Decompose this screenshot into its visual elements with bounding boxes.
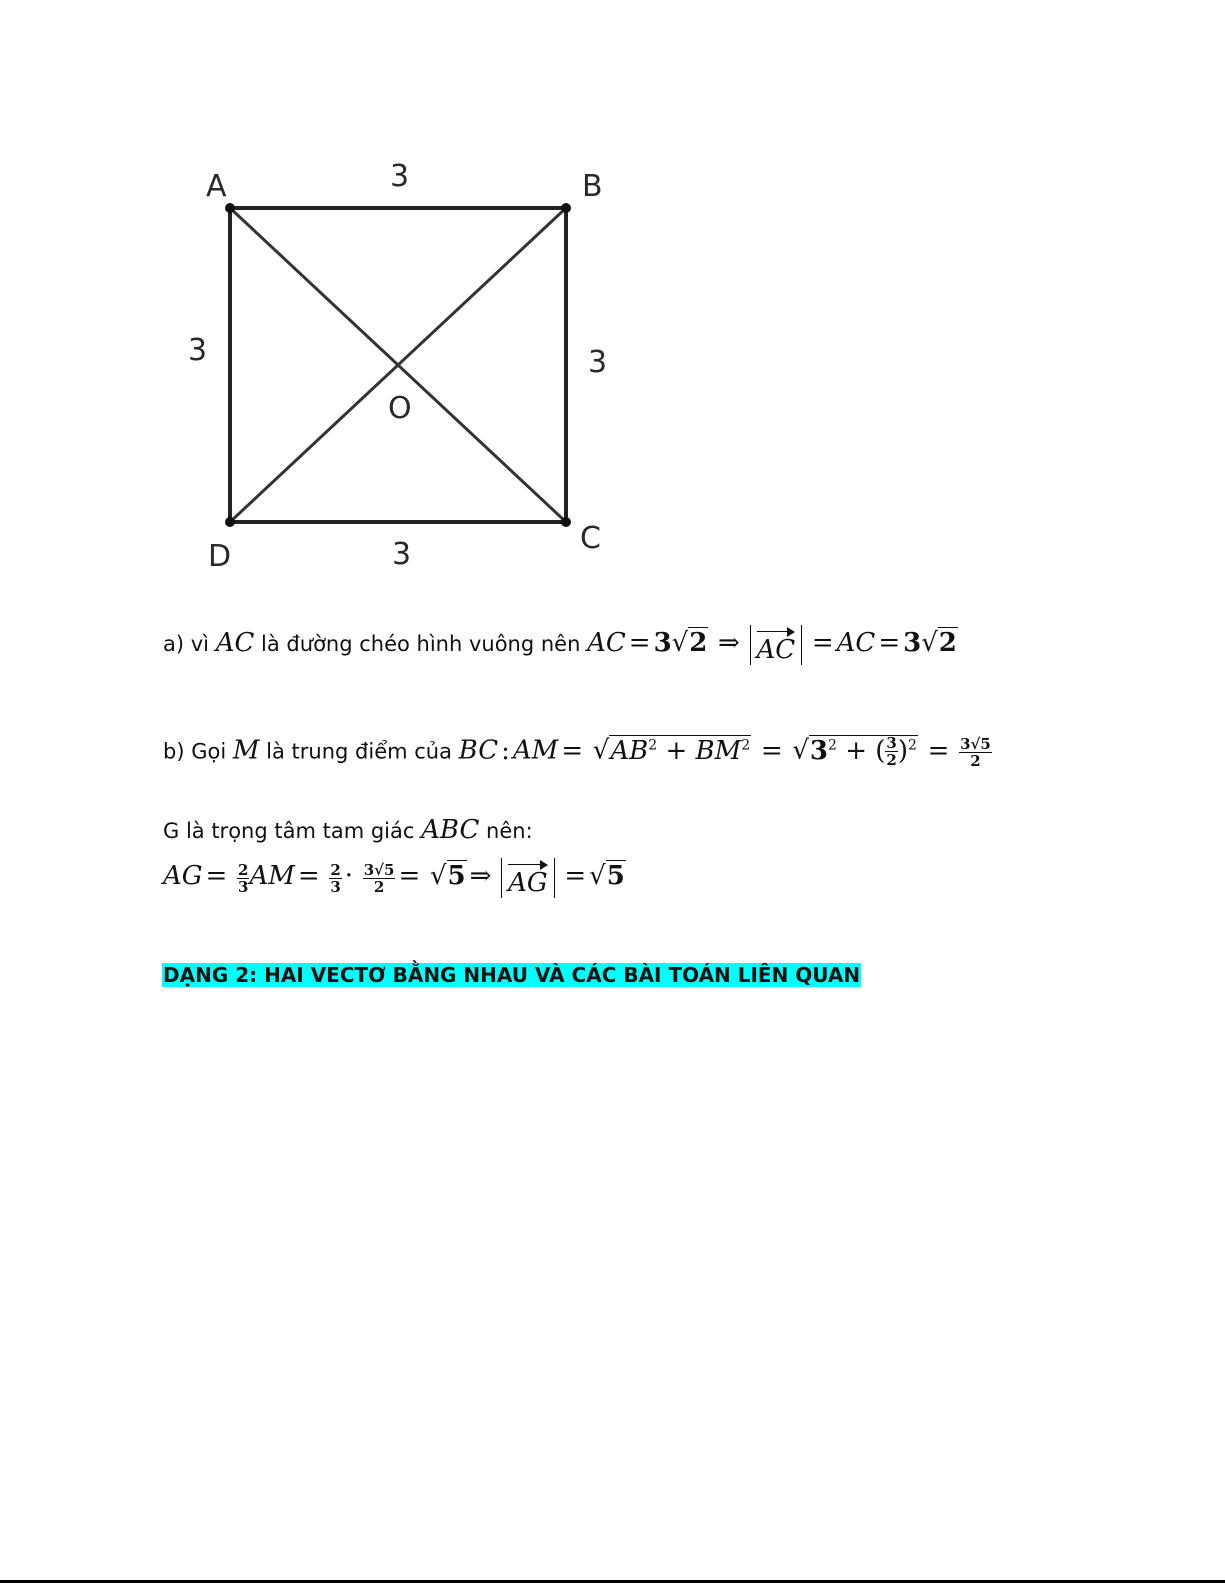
part-g-line (163, 815, 533, 845)
label-c: C (580, 521, 601, 556)
math-ac: AC (215, 628, 255, 658)
part-b-line: b) Gọi M là trung điểm của BC : AM = $√AB^2 + BM^2 = √3^2$ + ( $\frac{3}{2}$ )$^2$ = $\frac{3√5}{2}$ (163, 734, 991, 770)
part-a-line: a) vì AC là đường chéo hình vuông nên AC = 3√2 ⇒ AC = AC = 3√2 (163, 625, 958, 665)
label-a: A (206, 169, 227, 204)
math-abc: ABC (421, 815, 480, 845)
vertex-a (225, 203, 235, 213)
abs-vector-ag: AG (501, 858, 555, 898)
part-g-text-2: nên: (486, 819, 533, 843)
side-label-right: 3 (588, 345, 608, 380)
part-b-text: là trung điểm của (266, 739, 452, 764)
abs-vector-ac: AC (750, 625, 803, 665)
part-g-formula: AG = $\frac{2}{3}$ AM = $\frac{2}{3}$ · $\frac{3√5}{2}$ = √5 ⇒ AG = √5 (163, 858, 626, 898)
label-d: D (208, 539, 232, 574)
math-m: M (232, 735, 260, 766)
vertex-b (561, 203, 571, 213)
page-bottom-rule (0, 1580, 1225, 1583)
part-b-prefix: b) Gọi (163, 739, 227, 764)
square-diagram (170, 150, 650, 580)
label-o: O (388, 391, 412, 426)
section-heading: DẠNG 2: HAI VECTƠ BẰNG NHAU VÀ CÁC BÀI TOÁN LIÊN QUAN (163, 963, 861, 987)
square-figure (170, 150, 650, 584)
side-label-top: 3 (390, 159, 410, 194)
part-g-text-1: G là trọng tâm tam giác (163, 819, 415, 843)
part-a-text: là đường chéo hình vuông nên (261, 632, 581, 656)
side-label-bottom: 3 (392, 537, 412, 572)
vertex-c (561, 517, 571, 527)
vertex-d (225, 517, 235, 527)
part-a-prefix: a) vì (163, 632, 209, 656)
side-label-left: 3 (188, 333, 208, 368)
label-b: B (582, 169, 603, 204)
